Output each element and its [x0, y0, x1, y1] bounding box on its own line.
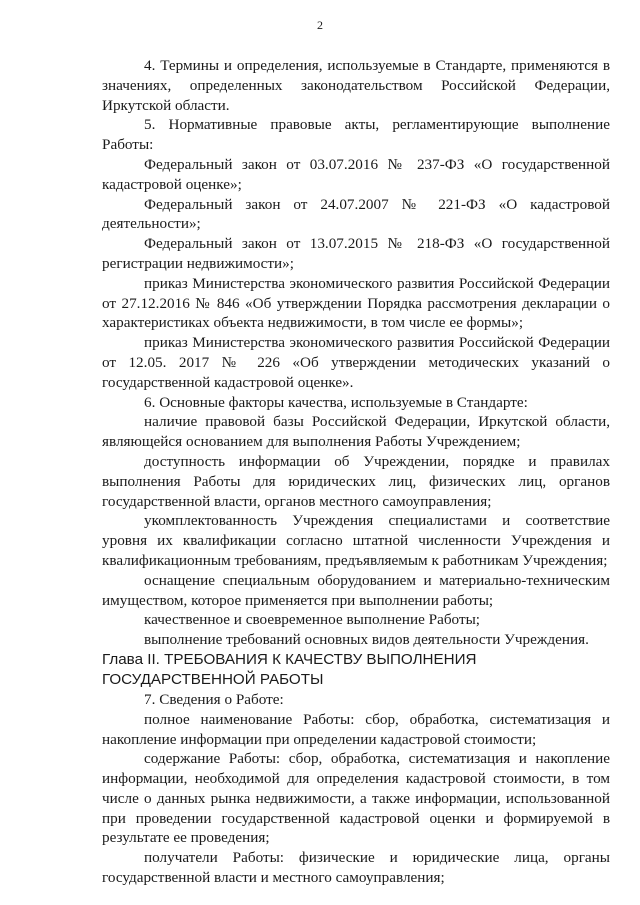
- paragraph: Федеральный закон от 03.07.2016 № 237-ФЗ «О государственной кадастровой оценке»;: [102, 155, 610, 193]
- paragraph: Федеральный закон от 13.07.2015 № 218-ФЗ «О государственной регистрации недвижимости»;: [102, 235, 610, 272]
- chapter-heading-line: ГОСУДАРСТВЕННОЙ РАБОТЫ: [102, 670, 324, 688]
- paragraph: 7. Сведения о Работе:: [144, 690, 284, 708]
- paragraph: доступность информации об Учреждении, порядке и правилах выполнения Работы для юридических лиц, физических лиц, органов государственной власти, органов местного самоуправления;: [102, 452, 610, 510]
- paragraph: 5. Нормативные правовые акты, регламентирующие выполнение Работы:: [102, 116, 610, 154]
- page-number: 2: [317, 18, 323, 32]
- paragraph: выполнение требований основных видов деятельности Учреждения.: [144, 631, 589, 649]
- paragraph: оснащение специальным оборудованием и материально-техническим имуществом, которое применяется при выполнении работы;: [102, 571, 610, 609]
- paragraph: приказ Министерства экономического развития Российской Федерации от 27.12.2016 № 846 «Об утверждении Порядка рассмотрения декларации о характеристиках объекта недвижимости, в том числе ее формы»;: [102, 274, 610, 332]
- paragraph: полное наименование Работы: сбор, обработка, систематизация и накопление информации при определении кадастровой стоимости;: [102, 710, 610, 748]
- paragraph: приказ Министерства экономического развития Российской Федерации от 12.05. 2017 № 226 «Об утверждении методических указаний о государственной кадастровой оценке».: [102, 334, 610, 391]
- paragraph: наличие правовой базы Российской Федерации, Иркутской области, являющейся основанием для выполнения Работы Учреждением;: [102, 413, 610, 451]
- paragraph: укомплектованность Учреждения специалистами и соответствие уровня их квалификации согласно штатной численности Учреждения и квалификационным требованиям, предъявляемым к работникам Учреждения;: [102, 512, 610, 569]
- chapter-heading: [102, 650, 610, 690]
- paragraph: Федеральный закон от 24.07.2007 № 221-ФЗ «О кадастровой деятельности»;: [102, 195, 610, 233]
- paragraph: содержание Работы: сбор, обработка, систематизация и накопление информации, необходимой для определения кадастровой стоимости, в том числе о данных рынка недвижимости, а также информации, использованной при проведении государственной кадастровой оценки и формируемой в результате ее проведения;: [102, 750, 610, 847]
- chapter-heading-line: Глава II. ТРЕБОВАНИЯ К КАЧЕСТВУ ВЫПОЛНЕНИЯ: [102, 650, 477, 668]
- paragraph: 4. Термины и определения, используемые в Стандарте, применяются в значениях, определенных законодательством Российской Федерации, Иркутской области.: [102, 57, 610, 114]
- document-body: [102, 56, 610, 888]
- paragraph: качественное и своевременное выполнение Работы;: [144, 611, 481, 629]
- paragraph: получатели Работы: физические и юридические лица, органы государственной власти и местного самоуправления;: [102, 849, 610, 887]
- paragraph: 6. Основные факторы качества, используемые в Стандарте:: [144, 393, 528, 411]
